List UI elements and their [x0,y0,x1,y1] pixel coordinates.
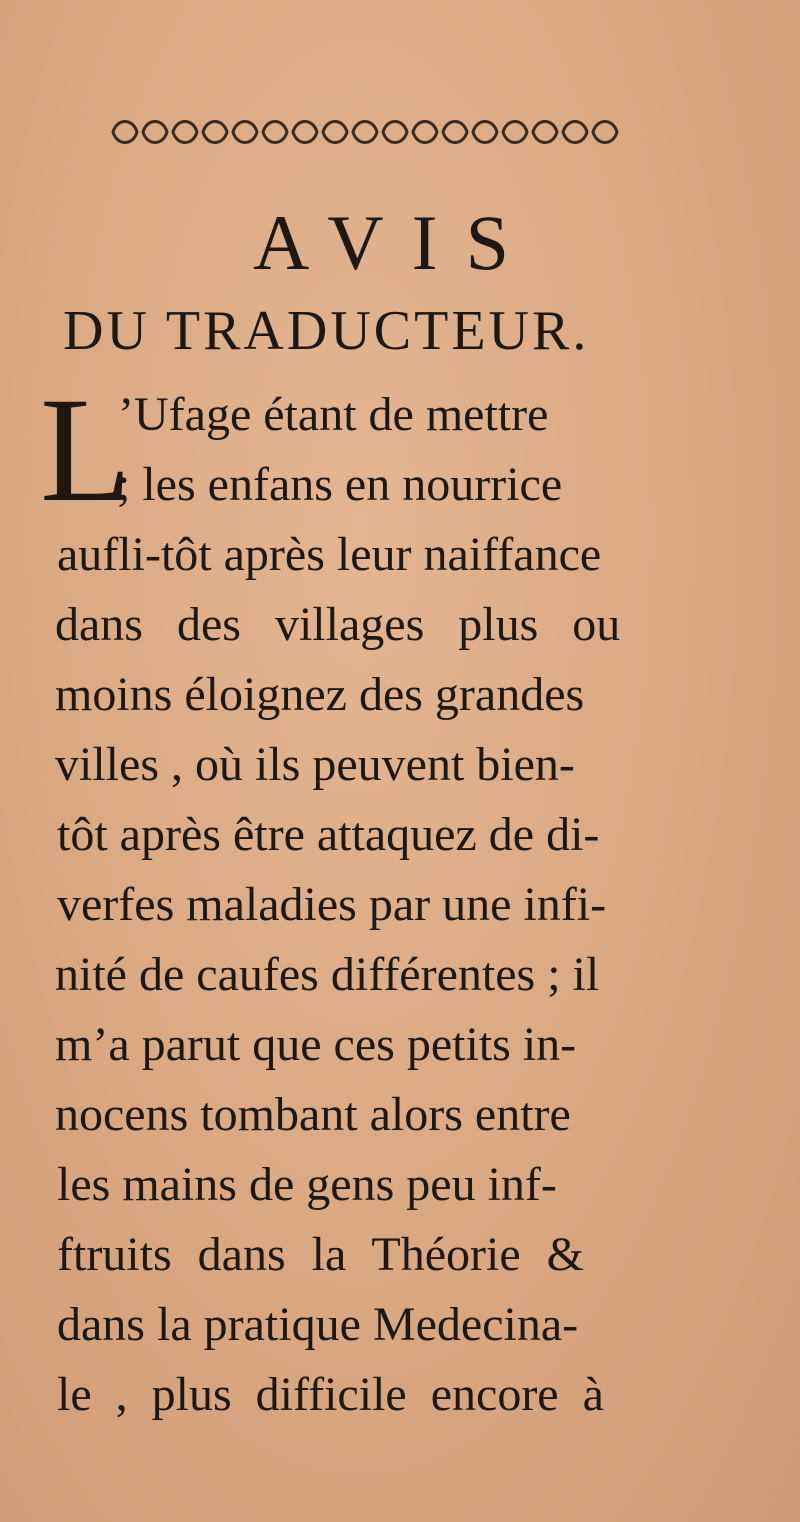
drop-cap: L [40,367,132,533]
text-line: ; les enfans en nourrice [117,458,563,511]
text-line: aufli-tôt après leur naiffance [57,528,602,581]
text-line: nité de caufes différentes ; il [55,948,600,1001]
text-line: moins éloignez des grandes [55,668,585,721]
page-subtitle: DU TRADUCTEUR. [63,300,590,362]
text-line: ftruits dans la Théorie & [57,1228,584,1281]
text-line: ’Ufage étant de mettre [118,388,549,441]
text-line: m’a parut que ces petits in- [55,1018,577,1071]
ornamental-border-icon [103,112,629,152]
text-line: les mains de gens peu inf- [57,1158,557,1211]
text-line: le , plus difficile encore à [57,1368,604,1421]
text-line: tôt après être attaquez de di- [57,808,600,861]
text-line: nocens tombant alors entre [55,1088,571,1141]
text-line: dans la pratique Medecina- [57,1298,579,1351]
text-line: villes , où ils peuvent bien- [55,738,575,791]
text-line: verfes maladies par une infi- [57,878,607,931]
text-line: dans des villages plus ou [55,598,621,651]
page-title: AVIS [253,199,537,286]
